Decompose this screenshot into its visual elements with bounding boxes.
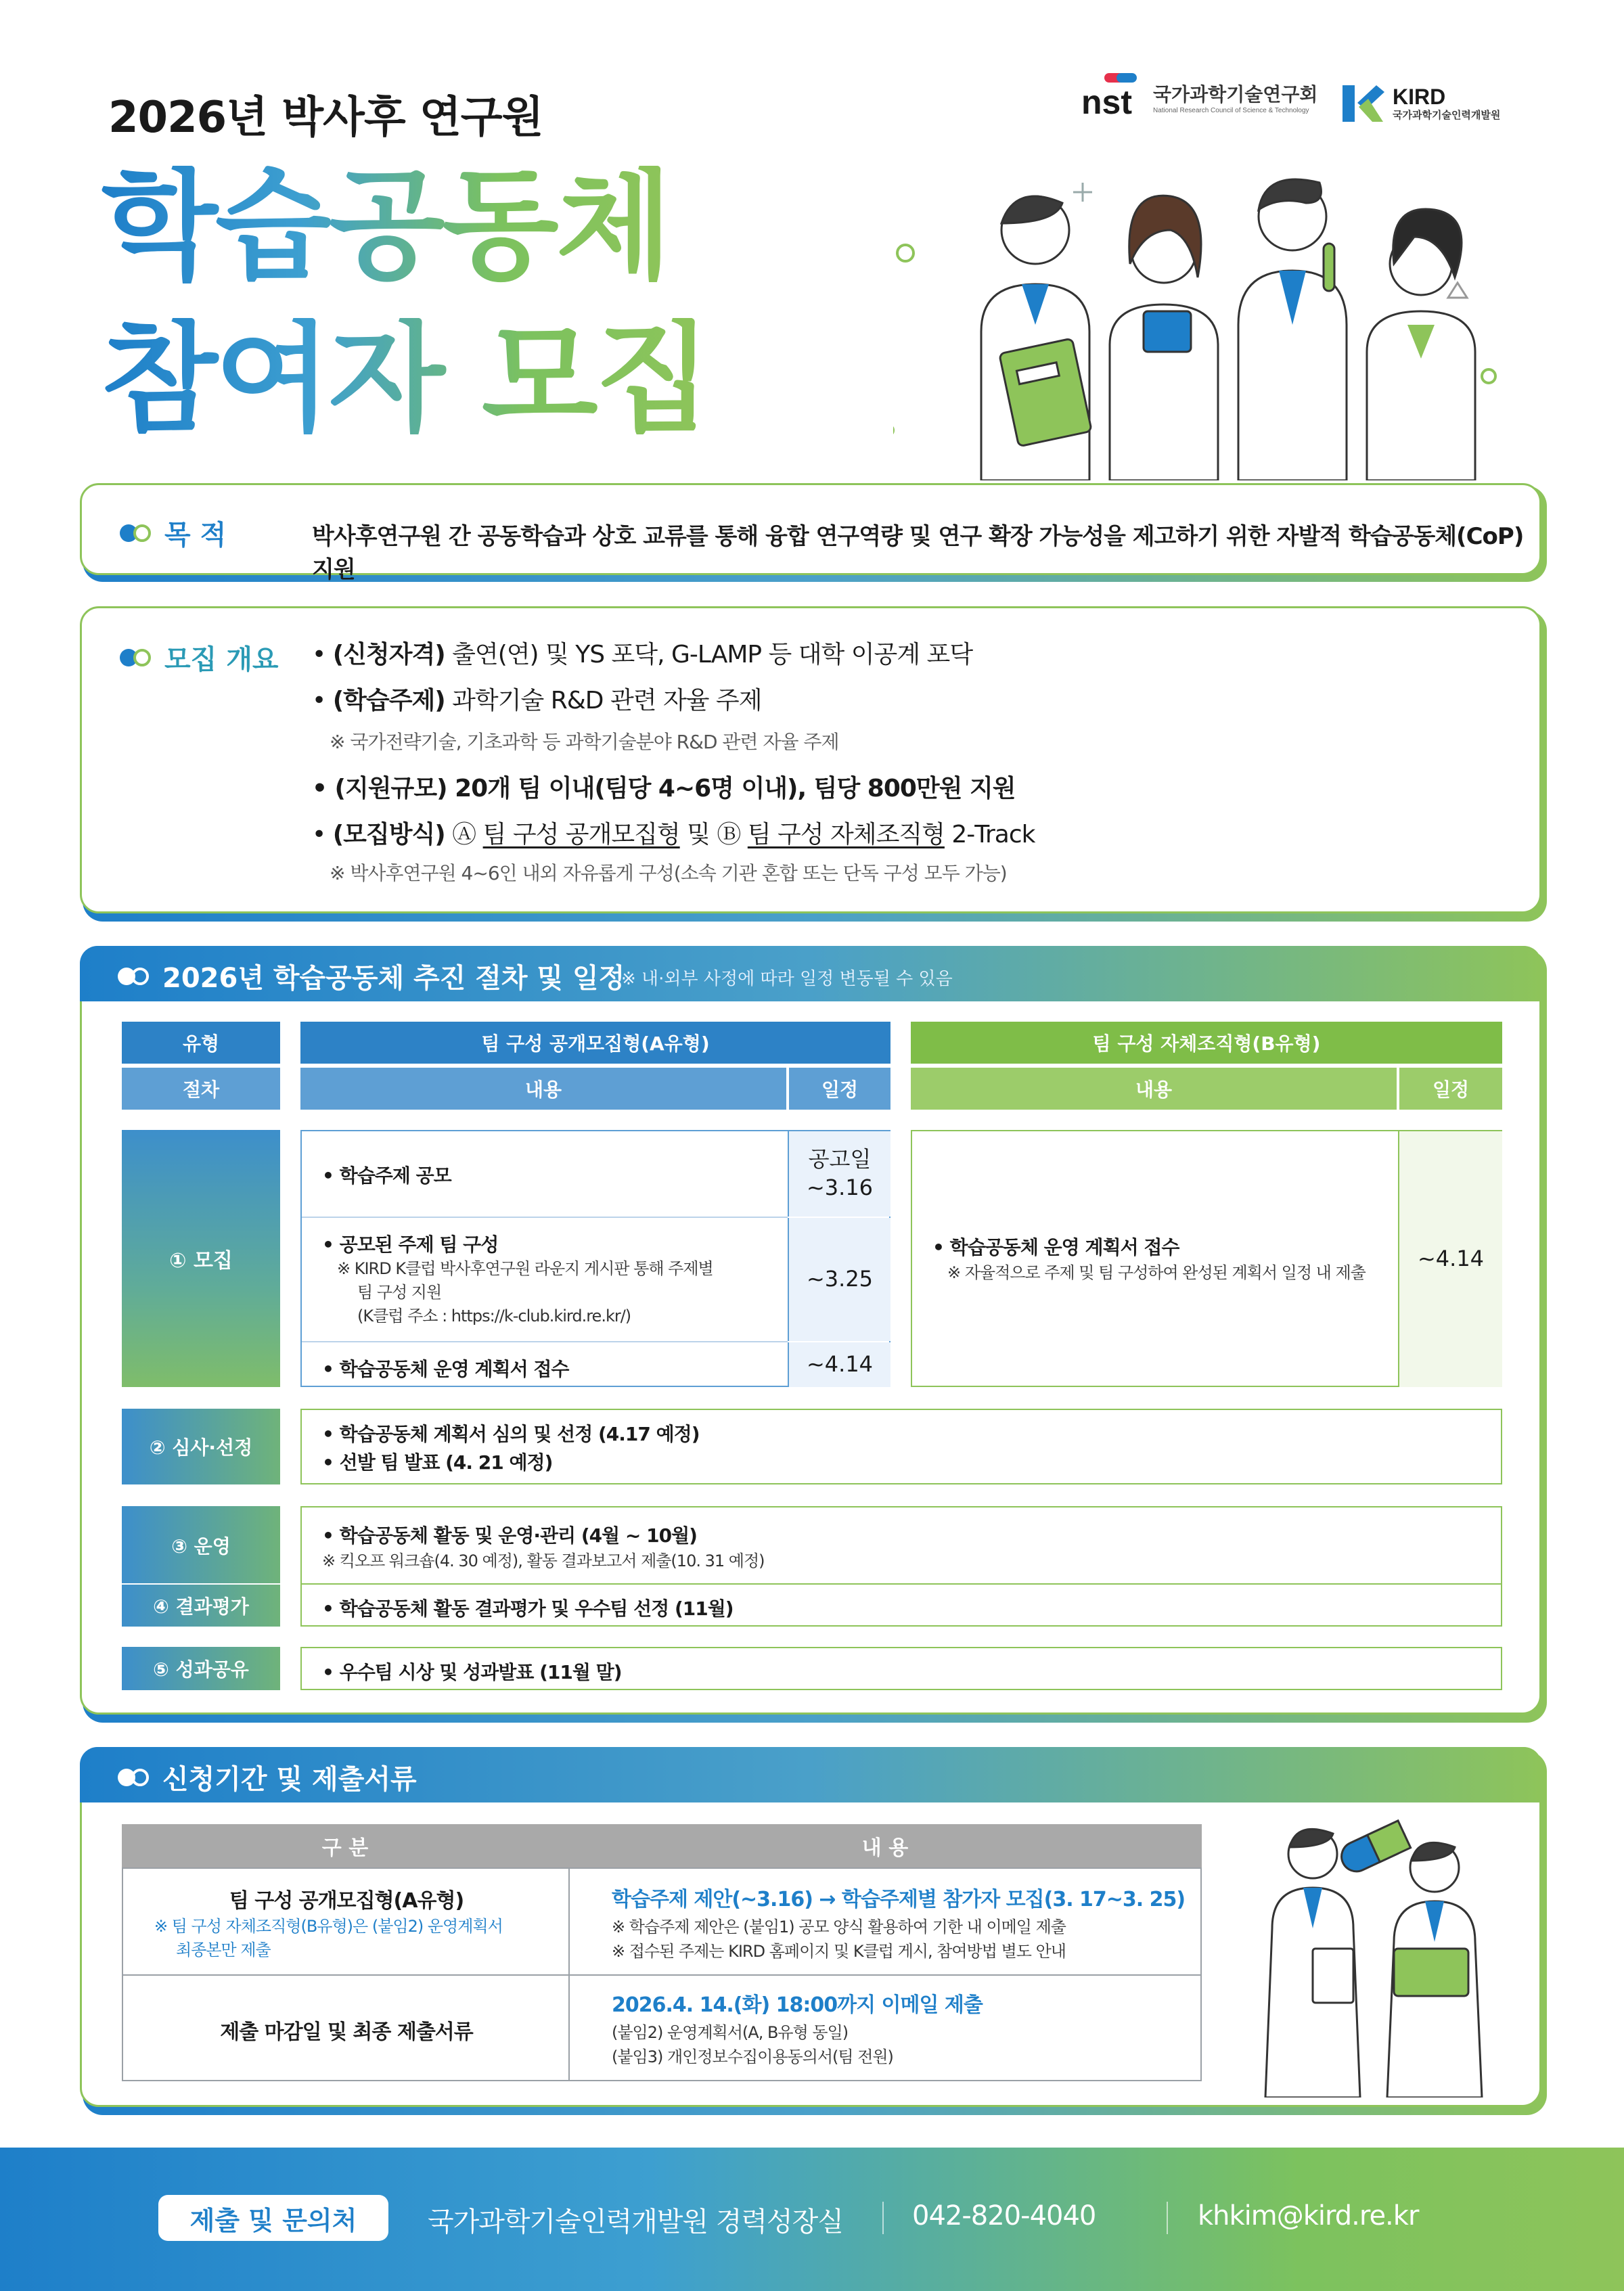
a-row-team-build: • 공모된 주제 팀 구성	[322, 1233, 499, 1256]
stage-review: ② 심사·선정	[122, 1409, 280, 1484]
app-row1-category	[122, 1867, 570, 1976]
operation-note: ※ 킥오프 워크숍(4. 30 예정), 활동 결과보고서 제출(10. 31 예정)	[322, 1551, 765, 1570]
type-b-recruit-box	[911, 1130, 1502, 1387]
footer-org: 국가과학기술인력개발원 경력성장실	[428, 2206, 843, 2238]
kird-logo-icon	[1338, 83, 1386, 124]
application-header	[80, 1747, 1541, 1802]
schedule-title: 2026년 학습공동체 추진 절차 및 일정	[118, 957, 625, 995]
a-date-team-build: ~3.25	[788, 1218, 890, 1341]
section-dot-icon	[118, 968, 153, 985]
sharing-box	[300, 1647, 1502, 1690]
purpose-box	[80, 483, 1541, 583]
operation-box	[300, 1506, 1502, 1585]
kird-name-ko: 국가과학기술인력개발원	[1393, 108, 1501, 121]
review-box	[300, 1409, 1502, 1484]
app-row1-headline: 학습주제 제안(~3.16) → 학습주제별 참가자 모집(3. 17~3. 25)	[612, 1888, 1186, 1911]
review-line2: • 선발 팀 발표 (4. 21 예정)	[322, 1451, 553, 1474]
app-row1-notes: ※ 학습주제 제안은 (붙임1) 공모 양식 활용하여 기한 내 이메일 제출 ※ 접수된 주제는 KIRD 홈페이지 및 K클럽 게시, 참여방법 별도 안내	[612, 1918, 1066, 1961]
b-date-plan-submit: ~4.14	[1398, 1131, 1502, 1387]
a-date-plan-submit: ~4.14	[788, 1342, 890, 1387]
app-col-content: 내 용	[568, 1824, 1202, 1867]
nst-logo-mark: nst	[1081, 73, 1144, 120]
overview-topic: • (학습주제) 과학기술 R&D 관련 자율 주제	[312, 687, 762, 714]
overview-method-note: ※ 박사후연구원 4~6인 내외 자유롭게 구성(소속 기관 혼합 또는 단독 구성 모두 가능)	[330, 862, 1007, 884]
app-row2-headline: 2026.4. 14.(화) 18:00까지 이메일 제출	[612, 1993, 983, 2017]
b-row-plan-submit: • 학습공동체 운영 계획서 접수	[932, 1236, 1179, 1258]
overview-eligibility: • (신청자격) 출연(연) 및 YS 포닥, G-LAMP 등 대학 이공계 포닥	[312, 641, 973, 668]
type-a-recruit-box	[300, 1130, 890, 1387]
schedule-header	[80, 946, 1541, 1001]
footer-email[interactable]: khkim@kird.re.kr	[1198, 2200, 1419, 2231]
review-line1: • 학습공동체 계획서 심의 및 선정 (4.17 예정)	[322, 1423, 700, 1445]
stage-recruit: ① 모집	[122, 1130, 280, 1387]
page-title-line2: 참여자 모집	[102, 308, 709, 448]
type-b-header: 팀 구성 자체조직형(B유형)	[911, 1022, 1502, 1064]
footer-phone[interactable]: 042-820-4040	[912, 2200, 1096, 2231]
application-title: 신청기간 및 제출서류	[118, 1758, 417, 1796]
app-row2-content	[568, 1974, 1202, 2081]
operation-line: • 학습공동체 활동 및 운영·관리 (4월 ~ 10월)	[322, 1524, 697, 1547]
section-dot-icon	[120, 649, 155, 666]
overview-topic-note: ※ 국가전략기술, 기초과학 등 과학기술분야 R&D 관련 자율 주제	[330, 731, 839, 753]
researchers-small-illustration	[1238, 1813, 1509, 2097]
section-dot-icon	[120, 524, 155, 542]
researchers-illustration	[893, 162, 1516, 480]
nst-name-ko: 국가과학기술연구회	[1153, 83, 1318, 106]
app-row2-category-title: 제출 마감일 및 최종 제출서류	[220, 2020, 473, 2044]
b-row-plan-submit-note: ※ 자율적으로 주제 및 팀 구성하여 완성된 계획서 일정 내 제출	[947, 1263, 1366, 1282]
stage-sharing: ⑤ 성과공유	[122, 1647, 280, 1690]
purpose-text: 박사후연구원 간 공동학습과 상호 교류를 통해 융합 연구역량 및 연구 확장 가능성을 제고하기 위한 자발적 학습공동체(CoP) 지원	[312, 523, 1524, 583]
overview-method: • (모집방식) Ⓐ 팀 구성 공개모집형 및 Ⓑ 팀 구성 자체조직형 2-Track	[312, 821, 1035, 848]
sharing-line: • 우수팀 시상 및 성과발표 (11월 말)	[322, 1661, 622, 1683]
schedule-note: ※ 내·외부 사정에 따라 일정 변동될 수 있음	[621, 969, 953, 989]
a-row-topic-call: • 학습주제 공모	[322, 1164, 451, 1187]
section-dot-icon	[118, 1769, 153, 1786]
page-title-line1: 학습공동체	[102, 156, 670, 296]
a-row-team-build-note: ※ KIRD K클럽 박사후연구원 라운지 게시판 통해 주제별 팀 구성 지원 (K클럽 주소 : https://k-club.kird.re.kr/)	[337, 1259, 713, 1325]
app-row2-notes: (붙임2) 운영계획서(A, B유형 동일) (붙임3) 개인정보수집이용동의서(팀 전원)	[612, 2023, 893, 2066]
app-col-category: 구 분	[122, 1824, 568, 1867]
purpose-label: 목 적	[120, 514, 226, 552]
overview-scale: • (지원규모) 20개 팀 이내(팀당 4~6명 이내), 팀당 800만원 지원	[312, 775, 1016, 802]
a-date-topic-call: 공고일 ~3.16	[788, 1131, 890, 1217]
footer-separator	[882, 2202, 884, 2234]
type-a-date-header: 일정	[789, 1068, 890, 1110]
a-row-plan-submit: • 학습공동체 운영 계획서 접수	[322, 1358, 569, 1380]
stage-operation: ③ 운영	[122, 1506, 280, 1585]
col-type-header: 유형	[122, 1022, 280, 1064]
footer-contact-badge: 제출 및 문의처	[158, 2195, 388, 2241]
footer	[0, 2148, 1624, 2291]
app-row1-content	[568, 1867, 1202, 1976]
evaluation-box	[300, 1583, 1502, 1627]
kird-logo	[1338, 83, 1500, 124]
stage-evaluation: ④ 결과평가	[122, 1583, 280, 1627]
col-step-header: 절차	[122, 1068, 280, 1110]
overview-label: 모집 개요	[120, 638, 279, 677]
evaluation-line: • 학습공동체 활동 결과평가 및 우수팀 선정 (11월)	[322, 1597, 734, 1620]
overview-box	[80, 606, 1541, 913]
footer-separator	[1167, 2202, 1168, 2234]
app-row1-category-title: 팀 구성 공개모집형(A유형)	[229, 1889, 464, 1913]
app-row2-category	[122, 1974, 570, 2081]
nst-name-en: National Research Council of Science & Technology	[1153, 106, 1309, 114]
page-subtitle: 2026년 박사후 연구원	[108, 93, 543, 143]
type-b-date-header: 일정	[1399, 1068, 1502, 1110]
type-a-header: 팀 구성 공개모집형(A유형)	[300, 1022, 890, 1064]
type-b-content-header: 내용	[911, 1068, 1397, 1110]
type-a-content-header: 내용	[300, 1068, 786, 1110]
nst-logo	[1081, 73, 1317, 120]
kird-name-en: KIRD	[1393, 84, 1446, 109]
app-row1-category-note: ※ 팀 구성 자체조직형(B유형)은 (붙임2) 운영계획서 최종본만 제출	[154, 1917, 503, 1959]
